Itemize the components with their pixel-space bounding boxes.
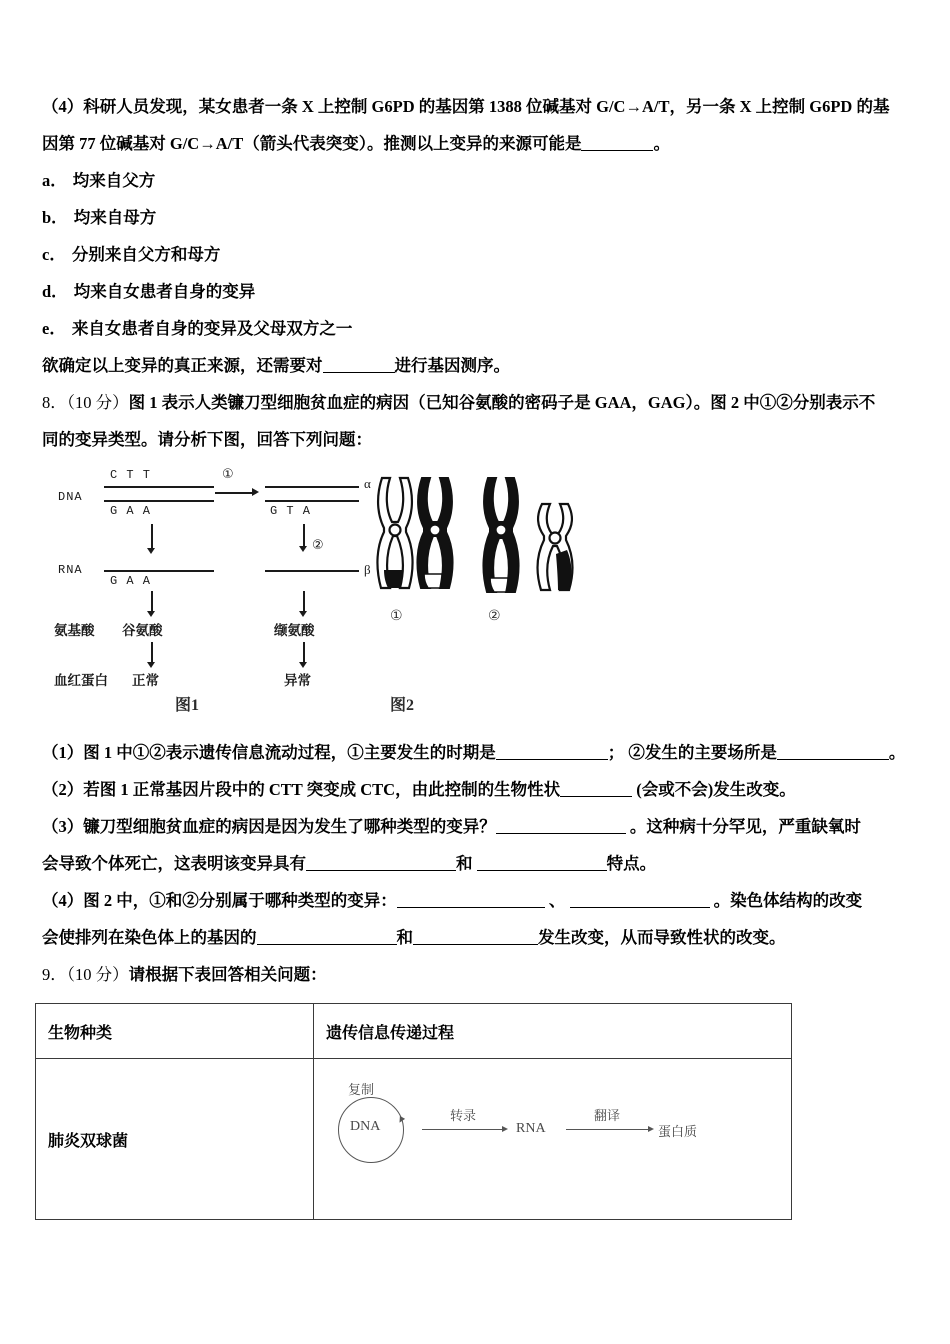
fig1-mutant-translation-arrowhead-icon [299, 611, 307, 617]
answer-blank[interactable] [581, 150, 653, 151]
fig1-dna-row-label: DNA [58, 490, 83, 504]
fig1-normal-hemoglobin: 正常 [132, 673, 159, 688]
q8-sub3-line2-seg1: 会导致个体死亡，这表明该变异具有 [42, 854, 306, 873]
option-d[interactable] [42, 273, 910, 310]
figures-container [42, 466, 910, 734]
fig1-normal-protein-arrow-shaft [151, 642, 153, 664]
question9-stem [42, 956, 910, 993]
protein-label: 蛋白质 [658, 1124, 698, 1139]
fig1-translation-arrowhead-icon [147, 611, 155, 617]
table-header-process: 遗传信息传递过程 [314, 1004, 792, 1059]
fig1-normal-protein-arrowhead-icon [147, 662, 155, 668]
question8-score: （10 分） [66, 393, 129, 412]
q8-sub4-line2 [42, 919, 910, 956]
figure-captions-row [42, 692, 910, 722]
q8-sub3-label: （3） [42, 817, 84, 836]
fig1-mutant-rna-strand-line [265, 570, 359, 572]
fig1-mutant-protein-arrowhead-icon [299, 662, 307, 668]
chromosome-svg [360, 470, 600, 670]
fig1-transcription-arrowhead-icon [147, 548, 155, 554]
option-c[interactable] [42, 236, 910, 273]
question4-text-line2-post: 。 [653, 134, 670, 153]
q8-sub4-line1 [42, 882, 910, 919]
fig2-group-2-label: ② [488, 608, 501, 624]
fig1-mutant-amino-acid: 缬氨酸 [274, 623, 315, 638]
fig1-dna-bottom-bases: G A A [110, 504, 152, 518]
q8-sub4-line2-seg2: 和 [396, 928, 413, 947]
q8-sub3-line2-seg2: 和 [456, 854, 477, 873]
answer-blank[interactable] [257, 944, 397, 945]
answer-blank[interactable] [560, 796, 632, 797]
question8-stem-line1 [42, 384, 910, 421]
replication-label: 复制 [348, 1082, 375, 1097]
q8-sub2-seg1: 若图 1 正常基因片段中的 CTT 突变成 CTC，由此控制的生物性状 [83, 780, 561, 799]
q8-sub4-line2-seg1: 会使排列在染色体上的基因的 [42, 928, 257, 947]
chromosome-2b-icon [537, 504, 572, 590]
q8-sub3-line2 [42, 845, 910, 882]
fig1-mutant-dna-strand-line [265, 486, 359, 488]
fig1-normal-amino-acid: 谷氨酸 [122, 623, 163, 638]
fig1-rna-bases: G A A [110, 574, 152, 588]
question9-stem-text: 请根据下表回答相关问题： [128, 965, 327, 984]
q8-sub2-seg2: (会或不会)发生改变。 [632, 780, 796, 799]
fig1-mutant-dna-strand-line [265, 500, 359, 502]
chromosome-1b-icon [417, 478, 452, 588]
fig1-step1-arrowhead-icon [252, 488, 259, 496]
dna-label: DNA [350, 1119, 381, 1134]
q8-sub3-seg2: 。这种病十分罕见，严重缺氧时 [625, 817, 861, 836]
question4-body-line2 [42, 125, 910, 162]
option-b-key: b． [42, 208, 68, 227]
option-e[interactable] [42, 310, 910, 347]
genetic-information-table [35, 1003, 792, 1220]
fig1-dna-strand-line [104, 486, 214, 488]
table-header-species: 生物种类 [36, 1004, 314, 1059]
option-c-key: c． [42, 245, 66, 264]
answer-blank[interactable] [397, 907, 545, 908]
option-b-label: 均来自母方 [73, 208, 157, 227]
answer-blank[interactable] [323, 372, 395, 373]
q8-sub4-seg2: 、 [544, 891, 570, 910]
option-a-label: 均来自父方 [72, 171, 156, 190]
fig1-rna-strand-line [104, 570, 214, 572]
q8-sub3-line1 [42, 808, 910, 845]
question8-stem-text2: 同的变异类型。请分析下图，回答下列问题： [42, 430, 372, 449]
answer-blank[interactable] [413, 944, 538, 945]
answer-blank[interactable] [306, 870, 456, 871]
fig1-amino-acid-row-label: 氨基酸 [54, 623, 95, 638]
q8-sub4-line2-seg3: 发生改变，从而导致性状的改变。 [538, 928, 786, 947]
figure-1-caption: 图1 [175, 697, 200, 714]
fig1-mutant-translation-arrow-shaft [303, 591, 305, 613]
q8-sub1-seg3: 。 [888, 743, 906, 762]
answer-blank[interactable] [496, 833, 626, 834]
fig1-mutant-hemoglobin: 异常 [284, 673, 311, 688]
fig1-beta-label: β [364, 562, 371, 577]
fig1-step1-arrow-shaft [215, 492, 253, 494]
fig1-alpha-label: α [364, 476, 371, 491]
q8-sub3-line2-seg3: 特点。 [606, 854, 657, 873]
question4-body-line1 [42, 88, 910, 125]
translation-label: 翻译 [594, 1108, 621, 1123]
option-a[interactable] [42, 162, 910, 199]
fig1-hemoglobin-row-label: 血红蛋白 [54, 673, 108, 688]
transcription-arrowhead-icon [502, 1126, 508, 1132]
fig1-mutant-dna-bases: G T A [270, 504, 312, 518]
answer-blank[interactable] [570, 907, 710, 908]
figure-1-molecular-flow [52, 466, 382, 696]
translation-arrow-shaft [566, 1129, 650, 1130]
option-e-label: 来自女患者自身的变异及父母双方之一 [71, 319, 353, 338]
answer-blank[interactable] [496, 759, 608, 760]
figure-2-caption: 图2 [390, 697, 415, 714]
fig1-mutant-protein-arrow-shaft [303, 642, 305, 664]
q8-sub1 [42, 734, 910, 771]
table-cell-species: 肺炎双球菌 [36, 1059, 314, 1220]
transcription-label: 转录 [450, 1108, 477, 1123]
page-content [42, 88, 910, 1220]
transcription-arrow-shaft [422, 1129, 504, 1130]
option-b[interactable] [42, 199, 910, 236]
q8-sub4-label: （4） [42, 891, 84, 910]
question8-stem-text1: 图 1 表示人类镰刀型细胞贫血症的病因（已知谷氨酸的密码子是 GAA，GAG）。图 2 中①②分别表示不 [128, 393, 876, 412]
fig1-dna-strand-line [104, 500, 214, 502]
option-d-key: d． [42, 282, 68, 301]
fig1-step2-arrowhead-icon [299, 546, 307, 552]
question4-text-line2-pre: 因第 77 位碱基对 G/C→A/T（箭头代表突变）。推测以上变异的来源可能是 [42, 134, 582, 153]
table-row [36, 1059, 792, 1220]
question4-followup-post: 进行基因测序。 [394, 356, 510, 375]
question4-followup-pre: 欲确定以上变异的真正来源，还需要对 [42, 356, 323, 375]
fig2-group-1-label: ① [390, 608, 403, 624]
central-dogma-diagram [326, 1079, 766, 1199]
fig1-rna-row-label: RNA [58, 563, 83, 577]
fig1-step-1-label: ① [222, 467, 234, 482]
question4-followup [42, 347, 910, 384]
q8-sub1-label: （1） [42, 743, 84, 762]
table-header-row [36, 1004, 792, 1059]
question8-stem-line2 [42, 421, 910, 458]
question9-score: （10 分） [66, 965, 129, 984]
question9-number: 9． [42, 965, 67, 984]
option-d-label: 均来自女患者自身的变异 [73, 282, 256, 301]
q8-sub2-label: （2） [42, 780, 84, 799]
rna-label: RNA [516, 1121, 546, 1136]
question4-label: （4） [42, 97, 84, 116]
figure-2-chromosomes [360, 470, 600, 670]
fig1-step2-arrow-shaft [303, 524, 305, 548]
q8-sub4-seg3: 。染色体结构的改变 [709, 891, 863, 910]
option-a-key: a． [42, 171, 67, 190]
fig1-translation-arrow-shaft [151, 591, 153, 613]
fig1-step-2-label: ② [312, 538, 324, 553]
q8-sub2 [42, 771, 910, 808]
question8-number: 8． [42, 393, 67, 412]
fig1-transcription-arrow-shaft [151, 524, 153, 550]
q8-sub1-seg1: 图 1 中①②表示遗传信息流动过程，①主要发生的时期是 [83, 743, 496, 762]
chromosome-2a-icon [483, 478, 518, 592]
q8-sub3-seg1: 镰刀型细胞贫血症的病因是因为发生了哪种类型的变异？ [83, 817, 496, 836]
translation-arrowhead-icon [648, 1126, 654, 1132]
q8-sub1-seg2: ； ②发生的主要场所是 [607, 743, 777, 762]
chromosome-1a-icon [377, 478, 412, 588]
fig1-dna-top-bases: C T T [110, 468, 152, 482]
option-c-label: 分别来自父方和母方 [71, 245, 221, 264]
answer-blank[interactable] [477, 870, 607, 871]
table-cell-diagram [314, 1059, 792, 1220]
q8-sub4-seg1: 图 2 中，①和②分别属于哪种类型的变异： [83, 891, 397, 910]
option-e-key: e． [42, 319, 66, 338]
answer-blank[interactable] [777, 759, 889, 760]
question4-text-line1: 科研人员发现，某女患者一条 X 上控制 G6PD 的基因第 1388 位碱基对 G/C→A/T，另一条 X 上控制 G6PD 的基 [83, 97, 890, 116]
